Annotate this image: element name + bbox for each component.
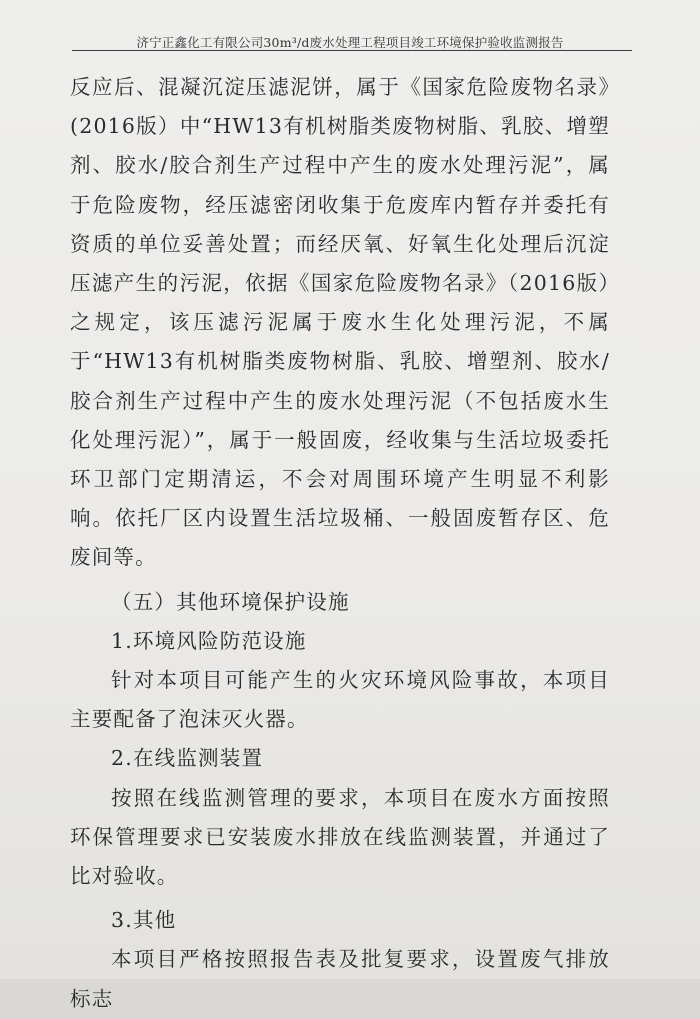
other-paragraph: 本项目严格按照报告表及批复要求，设置废气排放标志 <box>70 947 610 1011</box>
risk-prevention-paragraph: 针对本项目可能产生的火灾环境风险事故，本项目主要配备了泡沫灭火器。 <box>70 668 610 732</box>
solid-waste-paragraph: 反应后、混凝沉淀压滤泥饼，属于《国家危险废物名录》(2016版）中“HW13有机树脂类废物树脂、乳胶、增塑剂、胶水/胶合剂生产过程中产生的废水处理污泥”，属于危险废物，经压滤密闭收集于危废库内暂存并委托有资质的单位妥善处置；而经厌氧、好氧生化处理后沉淀压滤产生的污泥，依据《国家危险废物名录》（2016版）之规定，该压滤污泥属于废水生化处理污泥，不属于“HW13有机树脂类废物树脂、乳胶、增塑剂、胶水/胶合剂生产过程中产生的废水处理污泥（不包括废水生化处理污泥）”，属于一般固废，经收集与生活垃圾委托环卫部门定期清运，不会对周围环境产生明显不利影响。依托厂区内设置生活垃圾桶、一般固废暂存区、危废间等。 <box>70 75 610 570</box>
report-header: 济宁正鑫化工有限公司30m³/d废水处理工程项目竣工环境保护验收监测报告 <box>136 35 564 50</box>
subheading-online-monitoring: 2.在线监测装置 <box>111 746 264 771</box>
subheading-other: 3.其他 <box>111 908 177 933</box>
online-monitoring-paragraph: 按照在线监测管理的要求，本项目在废水方面按照环保管理要求已安装废水排放在线监测装置，并通过了比对验收。 <box>70 785 610 889</box>
subheading-risk-prevention: 1.环境风险防范设施 <box>111 628 307 653</box>
document-body <box>70 68 610 1019</box>
header-rule <box>72 50 632 51</box>
section-heading-other-facilities: （五）其他环境保护设施 <box>111 589 350 614</box>
